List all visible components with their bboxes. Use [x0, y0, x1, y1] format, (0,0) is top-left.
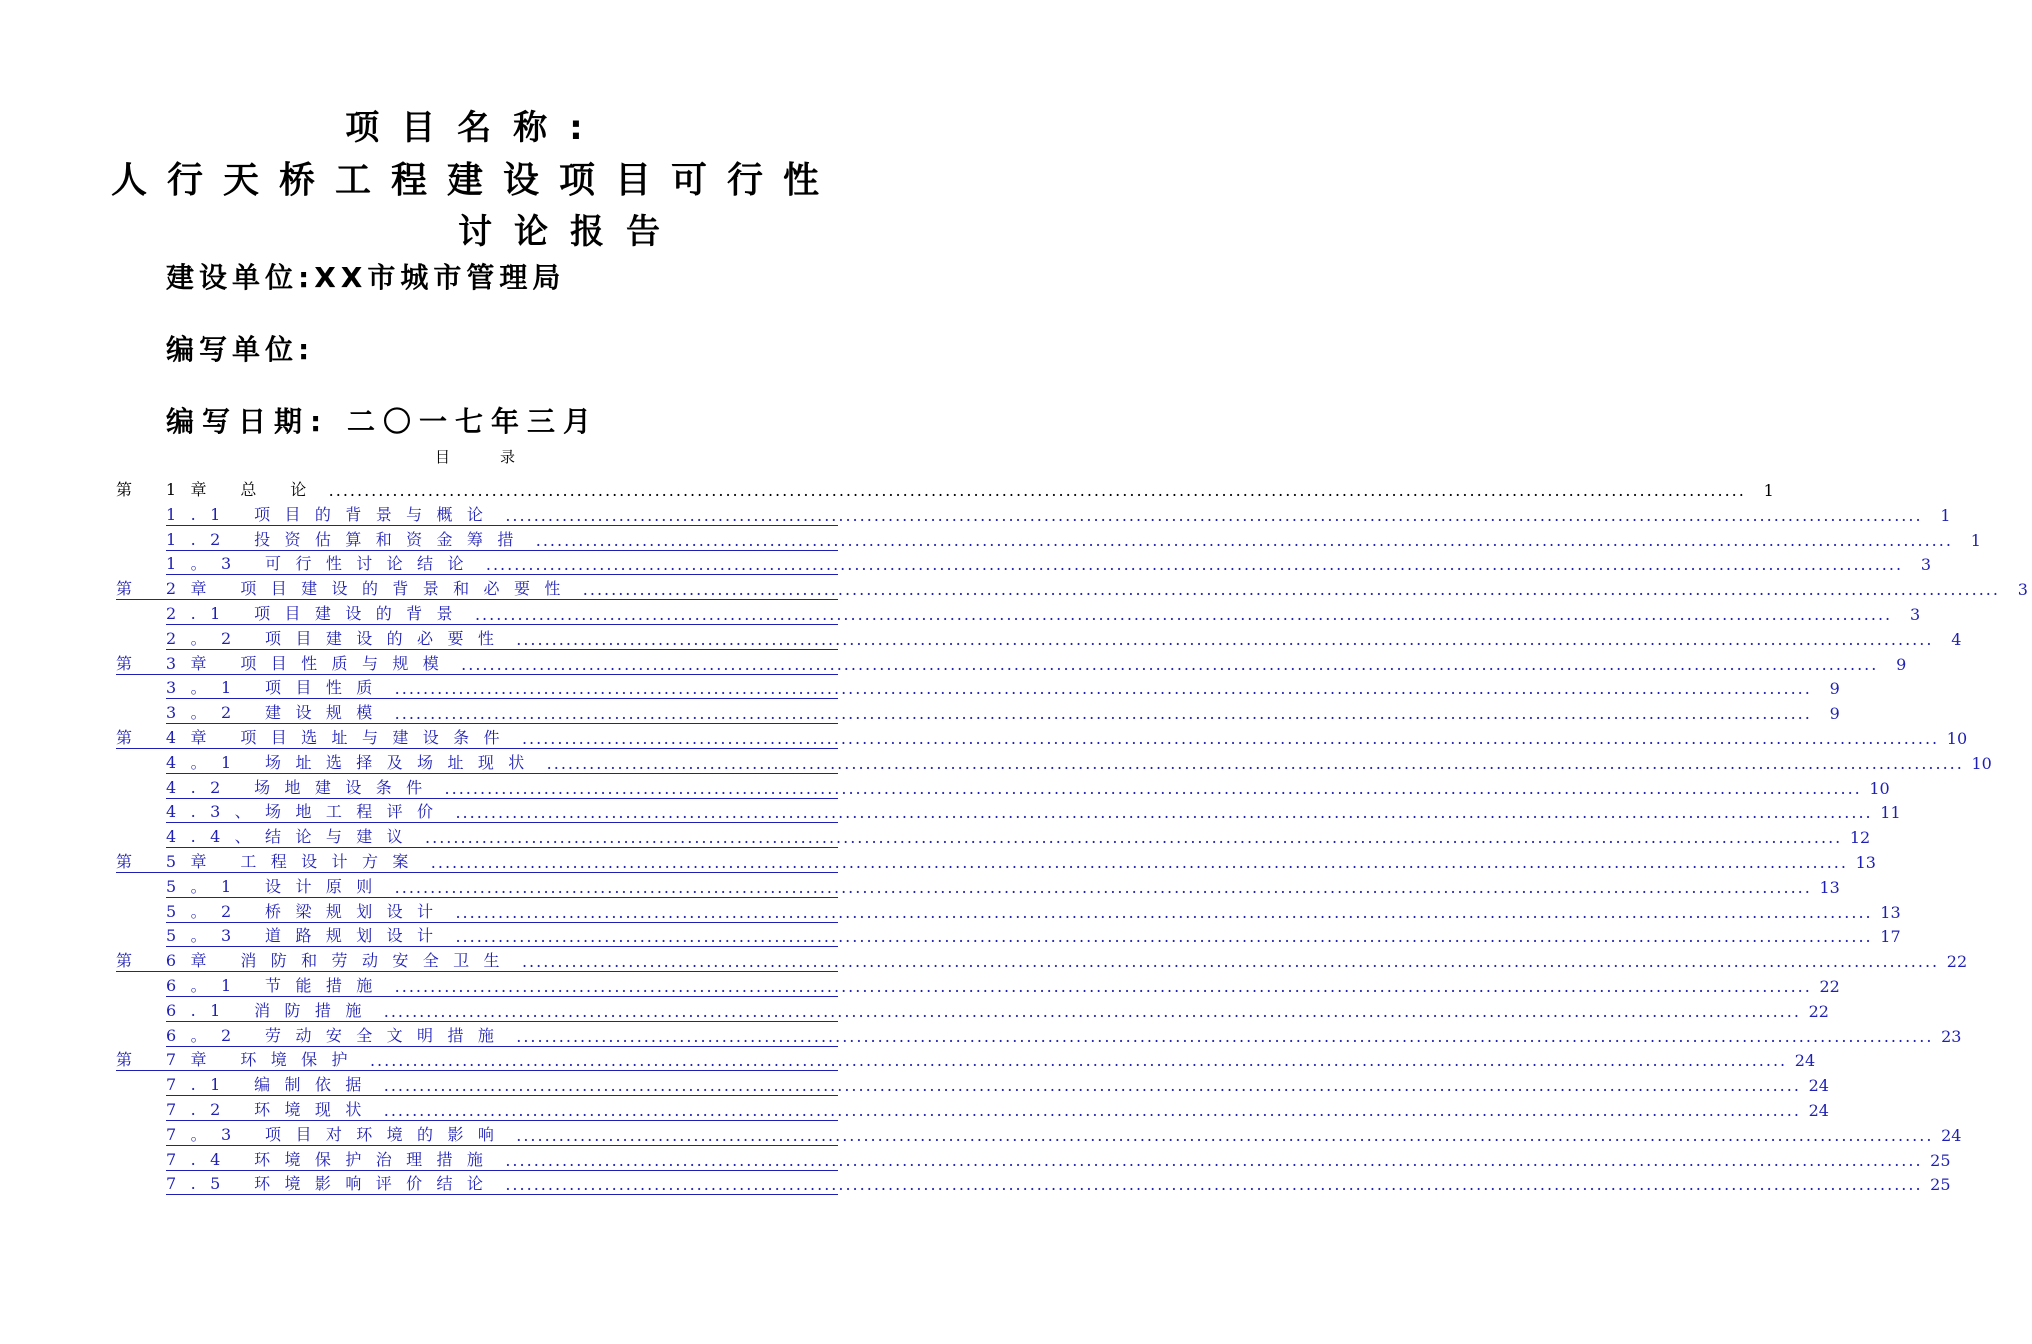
- toc-section-entry[interactable]: [166, 825, 1871, 848]
- toc-dot-leader: ........................................................................................................................................................................................................: [582, 580, 2000, 600]
- toc-heading: 目录: [434, 448, 565, 466]
- toc-dot-leader: ........................................................................................................................................................................................................: [383, 1076, 1801, 1096]
- toc-dot-leader: ........................................................................................................................................................................................................: [394, 704, 1812, 724]
- toc-entry-page: 25: [1930, 1175, 1951, 1195]
- toc-dot-leader: ........................................................................................................................................................................................................: [516, 1026, 1934, 1046]
- toc-entry-label: 7.2 环境现状: [166, 1100, 376, 1119]
- toc-dot-leader: ........................................................................................................................................................................................................: [521, 952, 1940, 972]
- toc-chapter-entry[interactable]: [116, 850, 1876, 873]
- toc-entry-page: 22: [1946, 952, 1968, 972]
- toc-entry-label: 7。3 项目对环境的影响: [166, 1124, 509, 1144]
- toc-entry-page: 12: [1849, 828, 1871, 848]
- toc-entry-label: 第 4章 项目选址与建设条件: [116, 728, 514, 747]
- toc-chapter-entry[interactable]: [116, 726, 1968, 749]
- toc-entry-page: 22: [1808, 1001, 1829, 1021]
- toc-dot-leader: ........................................................................................................................................................................................................: [516, 1125, 1934, 1145]
- toc-section-entry[interactable]: [166, 602, 1921, 625]
- toc-dot-leader: ........................................................................................................................................................................................................: [505, 1175, 1923, 1195]
- toc-dot-leader: ........................................................................................................................................................................................................: [394, 877, 1812, 897]
- toc-entry-label: 第 2章 项目建设的背景和必要性: [116, 579, 575, 599]
- toc-entry-page: 3: [1909, 605, 1921, 624]
- toc-section-entry[interactable]: [166, 776, 1890, 799]
- toc-section-entry[interactable]: [166, 875, 1840, 898]
- toc-section-entry[interactable]: [166, 503, 1951, 526]
- toc-entry-label: 7.5 环境影响评价结论: [166, 1174, 498, 1194]
- toc-dot-leader: ........................................................................................................................................................................................................: [394, 977, 1812, 996]
- toc-entry-page: 10: [1869, 778, 1890, 798]
- toc-entry-page: 10: [1971, 753, 1992, 773]
- toc-entry-page: 9: [1829, 704, 1840, 724]
- toc-entry-label: 5。2 桥梁规划设计: [166, 901, 448, 921]
- toc-entry-page: 1: [1763, 481, 1774, 500]
- toc-entry-label: 3。2 建设规模: [166, 703, 387, 723]
- toc-entry-page: 9: [1896, 654, 1907, 674]
- toc-section-entry[interactable]: [166, 924, 1901, 947]
- toc-entry-page: 11: [1880, 803, 1901, 823]
- toc-section-entry[interactable]: [166, 1024, 1962, 1047]
- toc-entry-label: 第 3章 项目性质与规模: [116, 653, 454, 673]
- toc-entry-page: 1: [1970, 530, 1981, 550]
- toc-entry-page: 13: [1819, 877, 1840, 897]
- writer-unit: 编写单位:: [166, 333, 315, 366]
- toc-entry-page: 24: [1794, 1051, 1816, 1071]
- toc-entry-page: 23: [1941, 1026, 1962, 1046]
- toc-entry-label: 6。1 节能措施: [166, 976, 387, 995]
- toc-chapter-entry[interactable]: [116, 652, 1907, 675]
- toc-dot-leader: ........................................................................................................................................................................................................: [461, 654, 1879, 674]
- toc-dot-leader: ........................................................................................................................................................................................................: [535, 530, 1953, 550]
- toc-entry-label: 7.4 环境保护治理措施: [166, 1149, 498, 1169]
- builder-unit: 建设单位:XX市城市管理局: [166, 261, 566, 294]
- toc-section-entry[interactable]: [166, 701, 1840, 724]
- toc-entry-page: 1: [1940, 505, 1951, 525]
- toc-entry-page: 24: [1808, 1076, 1829, 1096]
- toc-entry-page: 3: [2017, 580, 2028, 600]
- toc-section-entry[interactable]: [166, 1148, 1951, 1171]
- toc-entry-label: 第 5章 工程设计方案: [116, 852, 423, 871]
- toc-entry-page: 22: [1819, 977, 1840, 996]
- toc-chapter-entry: [116, 478, 1774, 500]
- toc-section-entry[interactable]: [166, 1123, 1962, 1146]
- toc-dot-leader: ........................................................................................................................................................................................................: [485, 555, 1904, 575]
- title-line-2: 人行天桥工程建设项目可行性: [110, 160, 839, 201]
- toc-chapter-entry[interactable]: [116, 577, 2028, 600]
- toc-entry-label: 第 7章 环境保护: [116, 1050, 362, 1070]
- toc-entry-label: 1.2 投资估算和资金筹措: [166, 529, 528, 549]
- toc-section-entry[interactable]: [166, 974, 1840, 997]
- toc-dot-leader: ........................................................................................................................................................................................................: [521, 729, 1940, 748]
- toc-section-entry[interactable]: [166, 528, 1981, 551]
- toc-entry-label: 5。3 道路规划设计: [166, 926, 448, 946]
- toc-dot-leader: ........................................................................................................................................................................................................: [430, 853, 1848, 872]
- toc-chapter-entry[interactable]: [116, 949, 1968, 972]
- toc-dot-leader: ........................................................................................................................................................................................................: [455, 902, 1873, 922]
- toc-entry-page: 24: [1941, 1125, 1962, 1145]
- toc-dot-leader: ........................................................................................................................................................................................................: [455, 927, 1873, 947]
- toc-entry-page: 24: [1808, 1101, 1829, 1120]
- toc-entry-page: 13: [1855, 853, 1876, 872]
- toc-chapter-entry[interactable]: [116, 1048, 1816, 1071]
- toc-entry-label: 7.1 编制依据: [166, 1075, 376, 1095]
- toc-dot-leader: ........................................................................................................................................................................................................: [505, 1150, 1923, 1170]
- toc-section-entry[interactable]: [166, 1172, 1951, 1195]
- toc-entry-label: 1。3 可行性讨论结论: [166, 554, 478, 574]
- toc-entry-page: 17: [1880, 927, 1901, 947]
- toc-entry-label: 2。2 项目建设的必要性: [166, 628, 509, 648]
- toc-dot-leader: ........................................................................................................................................................................................................: [394, 679, 1812, 699]
- toc-entry-page: 9: [1829, 679, 1840, 699]
- toc-dot-leader: ........................................................................................................................................................................................................: [444, 778, 1862, 798]
- toc-dot-leader: ........................................................................................................................................................................................................: [546, 753, 1964, 773]
- toc-entry-page: 4: [1951, 629, 1962, 649]
- toc-section-entry[interactable]: [166, 999, 1829, 1022]
- toc-section-entry[interactable]: [166, 900, 1901, 923]
- toc-entry-label: 4.4、结论与建议: [166, 827, 418, 847]
- toc-entry-label: 第 1章 总 论: [116, 480, 321, 499]
- toc-entry-label: 4.3、场地工程评价: [166, 802, 448, 822]
- toc-entry-label: 4.2 场地建设条件: [166, 777, 437, 797]
- toc-entry-page: 25: [1930, 1150, 1951, 1170]
- toc-entry-label: 2.1 项目建设的背景: [166, 604, 467, 623]
- toc-section-entry[interactable]: [166, 800, 1901, 823]
- toc-section-entry[interactable]: [166, 627, 1962, 650]
- toc-dot-leader: ........................................................................................................................................................................................................: [505, 505, 1923, 525]
- toc-section-entry[interactable]: [166, 552, 1932, 575]
- toc-entry-label: 6。2 劳动安全文明措施: [166, 1025, 509, 1045]
- toc-dot-leader: ........................................................................................................................................................................................................: [425, 828, 1843, 848]
- toc-entry-label: 第 6章 消防和劳动安全卫生: [116, 951, 514, 971]
- toc-entry-label: 4。1 场址选择及场址现状: [166, 752, 539, 772]
- toc-dot-leader: ........................................................................................................................................................................................................: [474, 605, 1893, 624]
- toc-entry-label: 3。1 项目性质: [166, 678, 387, 698]
- toc-entry-label: 5。1 设计原则: [166, 876, 387, 896]
- toc-section-entry[interactable]: [166, 1073, 1829, 1096]
- toc-section-entry[interactable]: [166, 676, 1840, 699]
- toc-dot-leader: ........................................................................................................................................................................................................: [383, 1001, 1801, 1021]
- title-line-1: 项目名称:: [345, 108, 605, 148]
- toc-dot-leader: ........................................................................................................................................................................................................: [369, 1051, 1788, 1071]
- toc-entry-label: 6.1 消防措施: [166, 1000, 376, 1020]
- toc-entry-label: 1.1 项目的背景与概论: [166, 504, 498, 524]
- writing-date: 编写日期: 二〇一七年三月: [166, 405, 599, 438]
- toc-entry-page: 13: [1880, 902, 1901, 922]
- toc-entry-page: 10: [1946, 729, 1968, 748]
- toc-section-entry[interactable]: [166, 751, 1992, 774]
- toc-section-entry[interactable]: [166, 1098, 1829, 1121]
- toc-dot-leader: ........................................................................................................................................................................................................: [516, 629, 1934, 649]
- toc-dot-leader: ........................................................................................................................................................................................................: [455, 803, 1873, 823]
- toc-dot-leader: ........................................................................................................................................................................................................: [328, 481, 1746, 500]
- toc-entry-page: 3: [1920, 555, 1932, 575]
- toc-dot-leader: ........................................................................................................................................................................................................: [383, 1101, 1801, 1120]
- title-line-3: 讨论报告: [458, 212, 682, 252]
